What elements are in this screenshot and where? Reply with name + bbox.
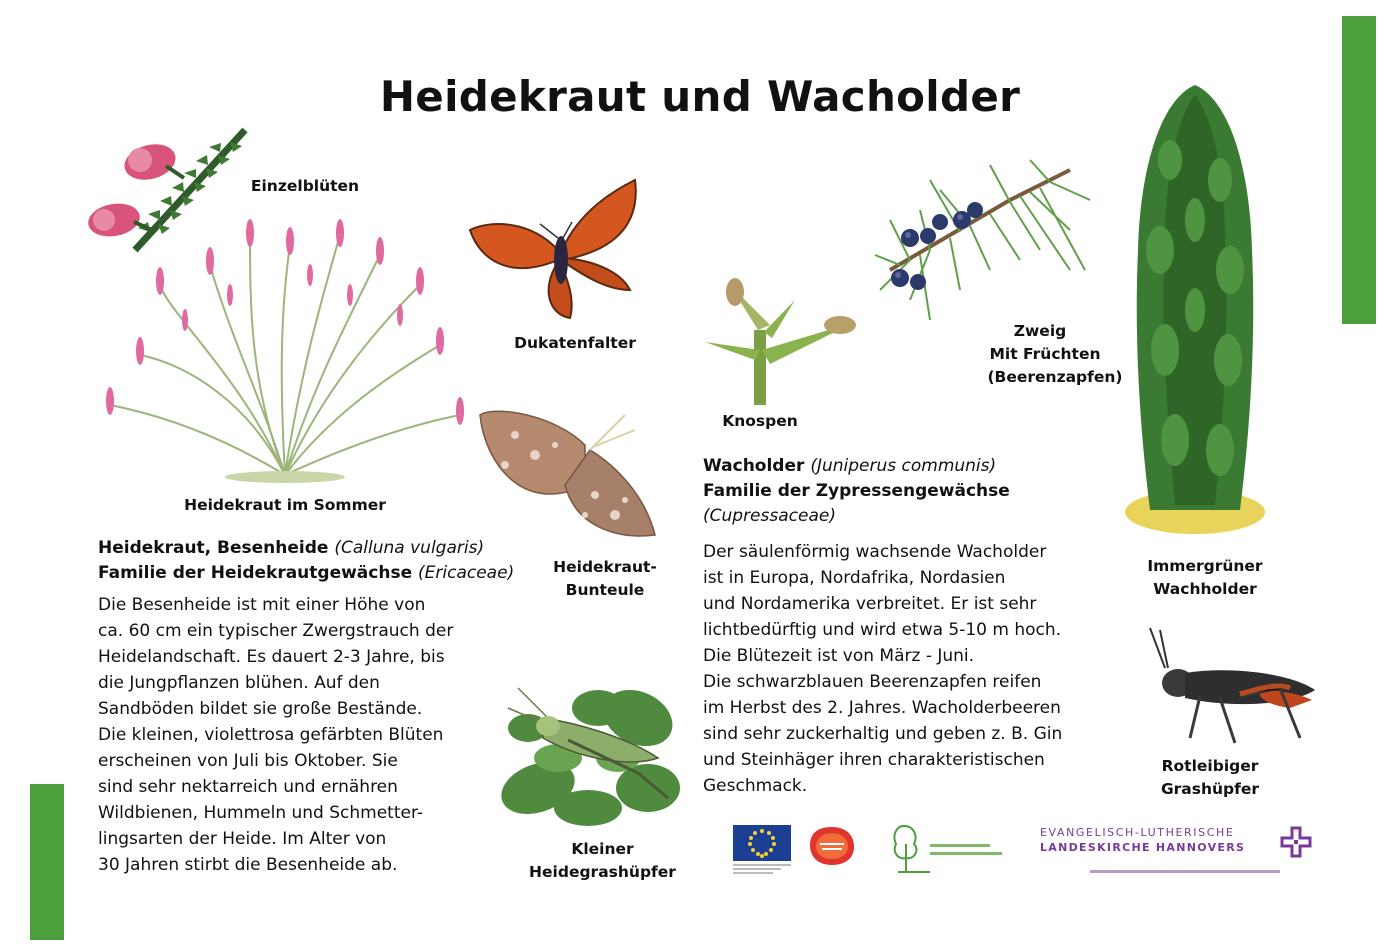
- tree-logo: [890, 822, 1015, 878]
- wacholder-line: Der säulenförmig wachsende Wacholder: [703, 542, 1047, 562]
- label-heidekraut-sommer: Heidekraut im Sommer: [184, 496, 386, 514]
- church-logo-line-2: LANDESKIRCHE HANNOVERS: [1040, 841, 1246, 854]
- heidekraut-line: Wildbienen, Hummeln und Schmetter-: [98, 803, 424, 823]
- grasshopper-rotleibiger-illustration: [1140, 628, 1320, 753]
- label-heidekraut-bunteule-1: Heidekraut-: [553, 558, 657, 576]
- wacholder-heading-1: Wacholder (Juniperus communis): [703, 456, 997, 476]
- label-kleiner-1: Kleiner: [571, 840, 634, 858]
- heather-bush-illustration: [100, 225, 470, 485]
- butterfly-dukatenfalter-illustration: [470, 180, 640, 320]
- church-logo-tagline: [1090, 870, 1280, 873]
- wacholder-line: Die schwarzblauen Beerenzapfen reifen: [703, 672, 1042, 692]
- wacholder-heading-3: (Cupressaceae): [703, 506, 836, 526]
- heidekraut-line: sind sehr nektarreich und ernähren: [98, 777, 398, 797]
- wacholder-heading-2: Familie der Zypressengewächse: [703, 481, 1010, 501]
- accent-bar-bottom-left: [30, 784, 64, 940]
- label-immergruener-2: Wachholder: [1153, 580, 1257, 598]
- church-logo: [1040, 826, 1315, 882]
- juniper-buds-illustration: [700, 280, 865, 410]
- partner-circle-logo: [808, 825, 856, 867]
- label-zweig-2: Mit Früchten: [989, 345, 1101, 363]
- wacholder-line: Geschmack.: [703, 776, 808, 796]
- wacholder-line: Die Blütezeit ist von März - Juni.: [703, 646, 975, 666]
- heidekraut-body: [98, 592, 538, 878]
- label-dukatenfalter: Dukatenfalter: [514, 334, 636, 352]
- heidekraut-line: lingsarten der Heide. Im Alter von: [98, 829, 387, 849]
- heidekraut-line: Die Besenheide ist mit einer Höhe von: [98, 595, 426, 615]
- label-rotleibiger-2: Grashüpfer: [1160, 780, 1260, 798]
- heidekraut-line: Sandböden bildet sie große Bestände.: [98, 699, 423, 719]
- wacholder-line: sind sehr zuckerhaltig und geben z. B. Gin: [703, 724, 1063, 744]
- wacholder-section: [703, 454, 1143, 799]
- accent-bar-top-right: [1342, 16, 1376, 324]
- label-knospen: Knospen: [722, 412, 798, 430]
- label-einzelblueten: Einzelblüten: [250, 177, 360, 195]
- eu-flag-logo: [733, 825, 791, 875]
- wacholder-line: im Herbst des 2. Jahres. Wacholderbeeren: [703, 698, 1061, 718]
- label-rotleibiger-1: Rotleibiger: [1161, 757, 1259, 775]
- wacholder-body: [703, 539, 1143, 799]
- heidekraut-line: erscheinen von Juli bis Oktober. Sie: [98, 751, 398, 771]
- wacholder-line: und Nordamerika verbreitet. Er ist sehr: [703, 594, 1037, 614]
- label-zweig-3: (Beerenzapfen): [987, 368, 1123, 386]
- heidekraut-line: die Jungpflanzen blühen. Auf den: [98, 673, 380, 693]
- label-kleiner-2: Heidegrashüpfer: [529, 863, 676, 881]
- label-immergruener-1: Immergrüner: [1147, 557, 1263, 575]
- heidekraut-line: 30 Jahren stirbt die Besenheide ab.: [98, 855, 398, 875]
- page-title: Heidekraut und Wacholder: [379, 72, 1021, 121]
- heidekraut-line: Heidelandschaft. Es dauert 2-3 Jahre, bis: [98, 647, 445, 667]
- heidekraut-heading-1: Heidekraut, Besenheide (Calluna vulgaris): [98, 538, 485, 558]
- heidekraut-section: [98, 536, 538, 878]
- label-heidekraut-bunteule-2: Bunteule: [565, 581, 645, 599]
- heidekraut-heading-2: Familie der Heidekrautgewächse (Ericaceae): [98, 563, 515, 583]
- heidekraut-line: Die kleinen, violettrosa gefärbten Blüten: [98, 725, 444, 745]
- moth-bunteule-illustration: [475, 405, 665, 545]
- church-logo-line-1: EVANGELISCH-LUTHERISCHE: [1040, 826, 1235, 839]
- label-zweig-1: Zweig: [1013, 322, 1067, 340]
- wacholder-line: und Steinhäger ihren charakteristischen: [703, 750, 1045, 770]
- church-cross-icon: [1280, 826, 1312, 858]
- wacholder-line: lichtbedürftig und wird etwa 5-10 m hoch.: [703, 620, 1062, 640]
- wacholder-line: ist in Europa, Nordafrika, Nordasien: [703, 568, 1006, 588]
- heidekraut-line: ca. 60 cm ein typischer Zwergstrauch der: [98, 621, 454, 641]
